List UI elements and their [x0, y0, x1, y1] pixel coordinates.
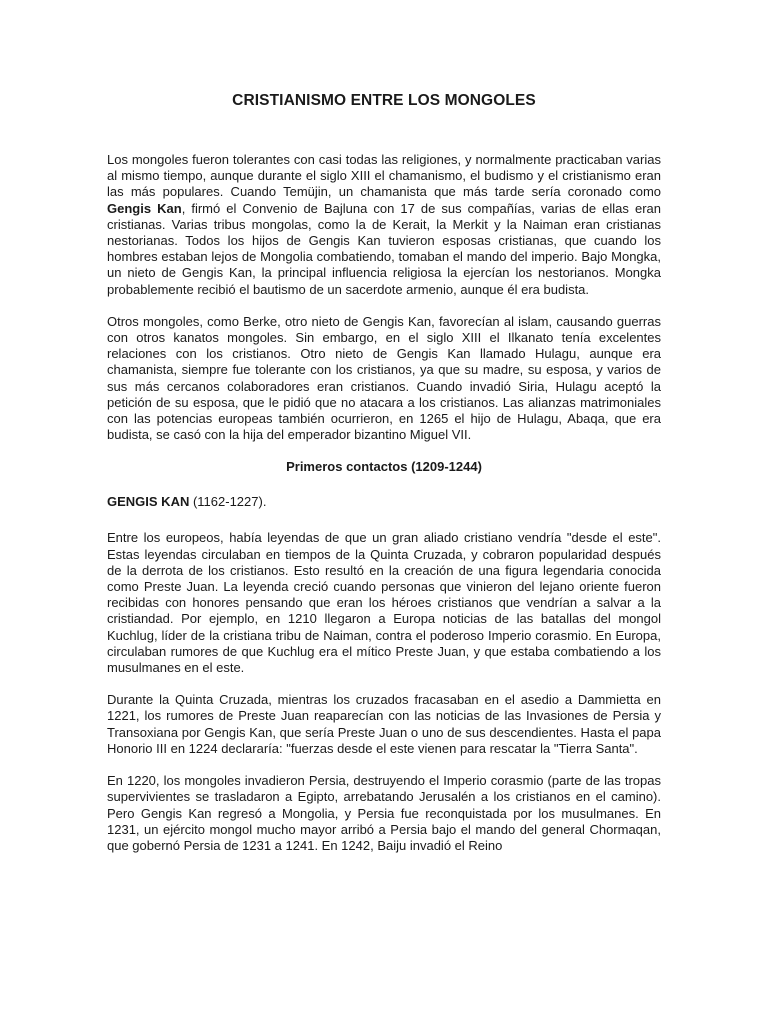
paragraph-1-bold-name: Gengis Kan — [107, 200, 182, 216]
paragraph-4: Durante la Quinta Cruzada, mientras los cruzados fracasaban en el asedio a Dammietta en 1221, los rumores de Preste Juan reaparecían con las noticias de las Invasiones de Persia y Transoxiana por Gengis Kan, que sería Preste Juan o uno de sus descendientes. Hasta el papa Honorio III en 1224 declararía: "fuerzas desde el este vienen para rescatar la "Tierra Santa". — [107, 692, 661, 756]
paragraph-1-text-a: Los mongoles fueron tolerantes con casi todas las religiones, y normalmente practicaban varias al mismo tiempo, aunque durante el siglo XIII el chamanismo, el budismo y el cristianismo eran las más populares. Cuando Temüjin, un chamanista que más tarde sería coronado como — [107, 152, 661, 200]
section-heading — [107, 494, 661, 510]
heading-years: (1162-1227). — [189, 494, 267, 510]
document-page — [107, 92, 661, 870]
paragraph-5: En 1220, los mongoles invadieron Persia, destruyendo el Imperio corasmio (parte de las tropas supervivientes se trasladaron a Egipto, arrebatando Jerusalén a los cristianos en el camino). Pero Gengis Kan regresó a Mongolia, y Persia fue reconquistada por los musulmanes. En 1231, un ejército mongol mucho mayor arribó a Persia bajo el mando del general Chormaqan, que gobernó Persia de 1231 a 1241. En 1242, Baiju invadió el Reino — [107, 773, 661, 853]
paragraph-1-text-b: , firmó el Convenio de Bajluna con 17 de sus compañías, varias de ellas eran cristianas. Varias tribus mongolas, como la de Kerait, la Merkit y la Naiman eran cristianas nestorianas. Todos los hijos de Gengis Kan tuvieron esposas cristianas, que cuando los hombres estaban lejos de Mongolia combatiendo, tomaban el mando del imperio. Bajo Mongka, un nieto de Gengis Kan, la principal influencia religiosa la ejercían los nestorianos. Mongka probablemente recibió el bautismo de un sacerdote armenio, aunque él era budista. — [107, 200, 661, 297]
section-title: Primeros contactos (1209-1244) — [286, 459, 482, 475]
heading-name: GENGIS KAN — [107, 494, 190, 510]
document-title: CRISTIANISMO ENTRE LOS MONGOLES — [232, 92, 536, 109]
paragraph-1 — [107, 152, 661, 298]
paragraph-3: Entre los europeos, había leyendas de que un gran aliado cristiano vendría "desde el este". Estas leyendas circulaban en tiempos de la Quinta Cruzada, y cobraron popularidad después de la derrota de los cristianos. Esto resultó en la creación de una figura legendaria conocida como Preste Juan. La leyenda creció cuando personas que vinieron del lejano oriente fueron recibidas con honores pensando que eran los héroes cristianos que vendrían a salvar a la cristiandad. Por ejemplo, en 1210 llegaron a Europa noticias de las batallas del mongol Kuchlug, líder de la cristiana tribu de Naiman, contra el poderoso Imperio corasmio. En Europa, circulaban rumores de que Kuchlug era el mítico Preste Juan, y que estaba combatiendo a los musulmanes en el este. — [107, 530, 661, 676]
paragraph-2: Otros mongoles, como Berke, otro nieto de Gengis Kan, favorecían al islam, causando guerras con otros kanatos mongoles. Sin embargo, en el siglo XIII el Ilkanato tenía excelentes relaciones con los cristianos. Otro nieto de Gengis Kan llamado Hulagu, aunque era chamanista, siempre fue tolerante con los cristianos, ya que su madre, su esposa, y varios de sus más cercanos colaboradores eran cristianos. Cuando invadió Siria, Hulagu aceptó la petición de su esposa, que le pidió que no atacara a los cristianos. Las alianzas matrimoniales con las potencias europeas también ocurrieron, en 1265 el hijo de Hulagu, Abaqa, que era budista, se casó con la hija del emperador bizantino Miguel VII. — [107, 313, 661, 443]
